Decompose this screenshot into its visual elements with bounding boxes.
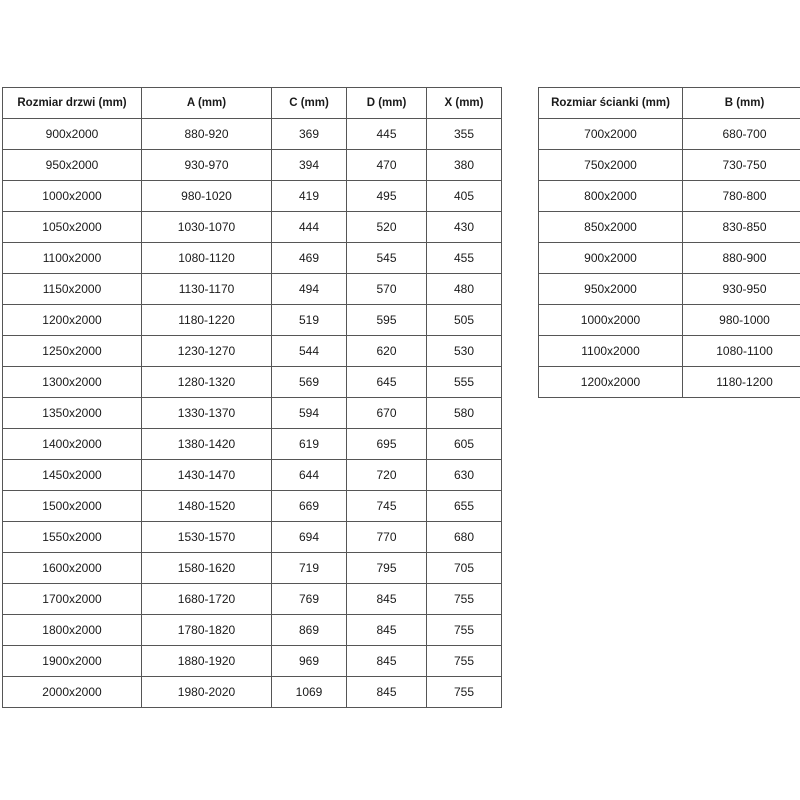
table-row — [539, 274, 800, 305]
table-cell: 1300x2000 — [3, 367, 142, 398]
table-cell: 850x2000 — [539, 212, 683, 243]
table-cell: 969 — [272, 646, 347, 677]
table-cell: 430 — [427, 212, 502, 243]
table-row — [3, 429, 502, 460]
table-cell: 455 — [427, 243, 502, 274]
table-cell: 505 — [427, 305, 502, 336]
table-row — [3, 367, 502, 398]
table-cell: 869 — [272, 615, 347, 646]
table-cell: 369 — [272, 119, 347, 150]
table-cell: 1880-1920 — [142, 646, 272, 677]
table-cell: 644 — [272, 460, 347, 491]
table-cell: 1030-1070 — [142, 212, 272, 243]
table-cell: 755 — [427, 646, 502, 677]
table-cell: 1600x2000 — [3, 553, 142, 584]
table-cell: 519 — [272, 305, 347, 336]
table-cell: 2000x2000 — [3, 677, 142, 708]
column-header: X (mm) — [427, 88, 502, 119]
table-cell: 720 — [347, 460, 427, 491]
table-cell: 555 — [427, 367, 502, 398]
table-cell: 494 — [272, 274, 347, 305]
table-cell: 1480-1520 — [142, 491, 272, 522]
table-cell: 1400x2000 — [3, 429, 142, 460]
table-row — [3, 553, 502, 584]
table-cell: 1000x2000 — [539, 305, 683, 336]
table-cell: 780-800 — [683, 181, 800, 212]
table-cell: 394 — [272, 150, 347, 181]
table-cell: 620 — [347, 336, 427, 367]
table-row — [3, 398, 502, 429]
table-cell: 1200x2000 — [3, 305, 142, 336]
table-cell: 520 — [347, 212, 427, 243]
table-cell: 1450x2000 — [3, 460, 142, 491]
table-cell: 880-900 — [683, 243, 800, 274]
table-cell: 845 — [347, 646, 427, 677]
table-row — [539, 212, 800, 243]
table-row — [3, 336, 502, 367]
table-cell: 1900x2000 — [3, 646, 142, 677]
column-header: D (mm) — [347, 88, 427, 119]
table-cell: 900x2000 — [3, 119, 142, 150]
table-cell: 1200x2000 — [539, 367, 683, 398]
table-cell: 630 — [427, 460, 502, 491]
table-cell: 570 — [347, 274, 427, 305]
header-row — [539, 88, 800, 119]
table-cell: 755 — [427, 677, 502, 708]
table-row — [539, 181, 800, 212]
table-cell: 694 — [272, 522, 347, 553]
table-row — [3, 119, 502, 150]
table-cell: 1680-1720 — [142, 584, 272, 615]
table-cell: 670 — [347, 398, 427, 429]
table-cell: 1100x2000 — [3, 243, 142, 274]
table-cell: 845 — [347, 615, 427, 646]
table-cell: 580 — [427, 398, 502, 429]
table-cell: 795 — [347, 553, 427, 584]
table-cell: 1430-1470 — [142, 460, 272, 491]
table-row — [539, 336, 800, 367]
table-cell: 695 — [347, 429, 427, 460]
table-cell: 569 — [272, 367, 347, 398]
table-cell: 1580-1620 — [142, 553, 272, 584]
table-cell: 1050x2000 — [3, 212, 142, 243]
table-cell: 1550x2000 — [3, 522, 142, 553]
table-cell: 445 — [347, 119, 427, 150]
table-cell: 1280-1320 — [142, 367, 272, 398]
table-cell: 755 — [427, 615, 502, 646]
table-cell: 1980-2020 — [142, 677, 272, 708]
table-cell: 680 — [427, 522, 502, 553]
table-cell: 544 — [272, 336, 347, 367]
table-row — [3, 305, 502, 336]
table-row — [539, 119, 800, 150]
table-cell: 1350x2000 — [3, 398, 142, 429]
table-cell: 419 — [272, 181, 347, 212]
table-cell: 705 — [427, 553, 502, 584]
table-cell: 405 — [427, 181, 502, 212]
table-row — [539, 305, 800, 336]
table-cell: 900x2000 — [539, 243, 683, 274]
column-header: Rozmiar drzwi (mm) — [3, 88, 142, 119]
table-row — [3, 677, 502, 708]
table-cell: 594 — [272, 398, 347, 429]
table-cell: 755 — [427, 584, 502, 615]
table-cell: 750x2000 — [539, 150, 683, 181]
table-cell: 950x2000 — [539, 274, 683, 305]
table-cell: 1380-1420 — [142, 429, 272, 460]
table-cell: 1130-1170 — [142, 274, 272, 305]
table-cell: 830-850 — [683, 212, 800, 243]
table-cell: 444 — [272, 212, 347, 243]
table-row — [3, 584, 502, 615]
table-row — [3, 212, 502, 243]
table-cell: 930-970 — [142, 150, 272, 181]
table-cell: 1180-1220 — [142, 305, 272, 336]
table-row — [3, 243, 502, 274]
table-cell: 1700x2000 — [3, 584, 142, 615]
table-row — [3, 150, 502, 181]
table-cell: 1500x2000 — [3, 491, 142, 522]
table-cell: 1780-1820 — [142, 615, 272, 646]
table-cell: 469 — [272, 243, 347, 274]
table-cell: 980-1000 — [683, 305, 800, 336]
table-cell: 619 — [272, 429, 347, 460]
table-cell: 930-950 — [683, 274, 800, 305]
table-cell: 769 — [272, 584, 347, 615]
table-cell: 745 — [347, 491, 427, 522]
table-cell: 1230-1270 — [142, 336, 272, 367]
table-cell: 880-920 — [142, 119, 272, 150]
table-row — [539, 243, 800, 274]
table-row — [3, 491, 502, 522]
table-cell: 605 — [427, 429, 502, 460]
table-cell: 495 — [347, 181, 427, 212]
table-row — [3, 615, 502, 646]
column-header: C (mm) — [272, 88, 347, 119]
wall-panel-sizes-table — [538, 87, 800, 398]
table-cell: 730-750 — [683, 150, 800, 181]
table-cell: 680-700 — [683, 119, 800, 150]
table-cell: 355 — [427, 119, 502, 150]
table-cell: 1100x2000 — [539, 336, 683, 367]
table-cell: 1530-1570 — [142, 522, 272, 553]
table-cell: 950x2000 — [3, 150, 142, 181]
table-cell: 1080-1120 — [142, 243, 272, 274]
column-header: Rozmiar ścianki (mm) — [539, 88, 683, 119]
table-cell: 545 — [347, 243, 427, 274]
table-cell: 845 — [347, 677, 427, 708]
column-header: B (mm) — [683, 88, 800, 119]
table-cell: 980-1020 — [142, 181, 272, 212]
table-cell: 1080-1100 — [683, 336, 800, 367]
table-cell: 595 — [347, 305, 427, 336]
table-cell: 480 — [427, 274, 502, 305]
table-row — [3, 646, 502, 677]
table-row — [3, 460, 502, 491]
table-cell: 470 — [347, 150, 427, 181]
table-row — [3, 274, 502, 305]
table-cell: 645 — [347, 367, 427, 398]
table-cell: 1250x2000 — [3, 336, 142, 367]
table-cell: 1069 — [272, 677, 347, 708]
table-cell: 655 — [427, 491, 502, 522]
table-cell: 1330-1370 — [142, 398, 272, 429]
door-sizes-table — [2, 87, 502, 708]
table-cell: 845 — [347, 584, 427, 615]
table-cell: 530 — [427, 336, 502, 367]
table-cell: 1180-1200 — [683, 367, 800, 398]
table-row — [539, 150, 800, 181]
table-cell: 1800x2000 — [3, 615, 142, 646]
table-cell: 700x2000 — [539, 119, 683, 150]
table-cell: 800x2000 — [539, 181, 683, 212]
column-header: A (mm) — [142, 88, 272, 119]
table-cell: 1000x2000 — [3, 181, 142, 212]
table-cell: 770 — [347, 522, 427, 553]
table-row — [539, 367, 800, 398]
table-cell: 719 — [272, 553, 347, 584]
header-row — [3, 88, 502, 119]
table-cell: 1150x2000 — [3, 274, 142, 305]
table-cell: 669 — [272, 491, 347, 522]
table-row — [3, 522, 502, 553]
table-cell: 380 — [427, 150, 502, 181]
table-row — [3, 181, 502, 212]
